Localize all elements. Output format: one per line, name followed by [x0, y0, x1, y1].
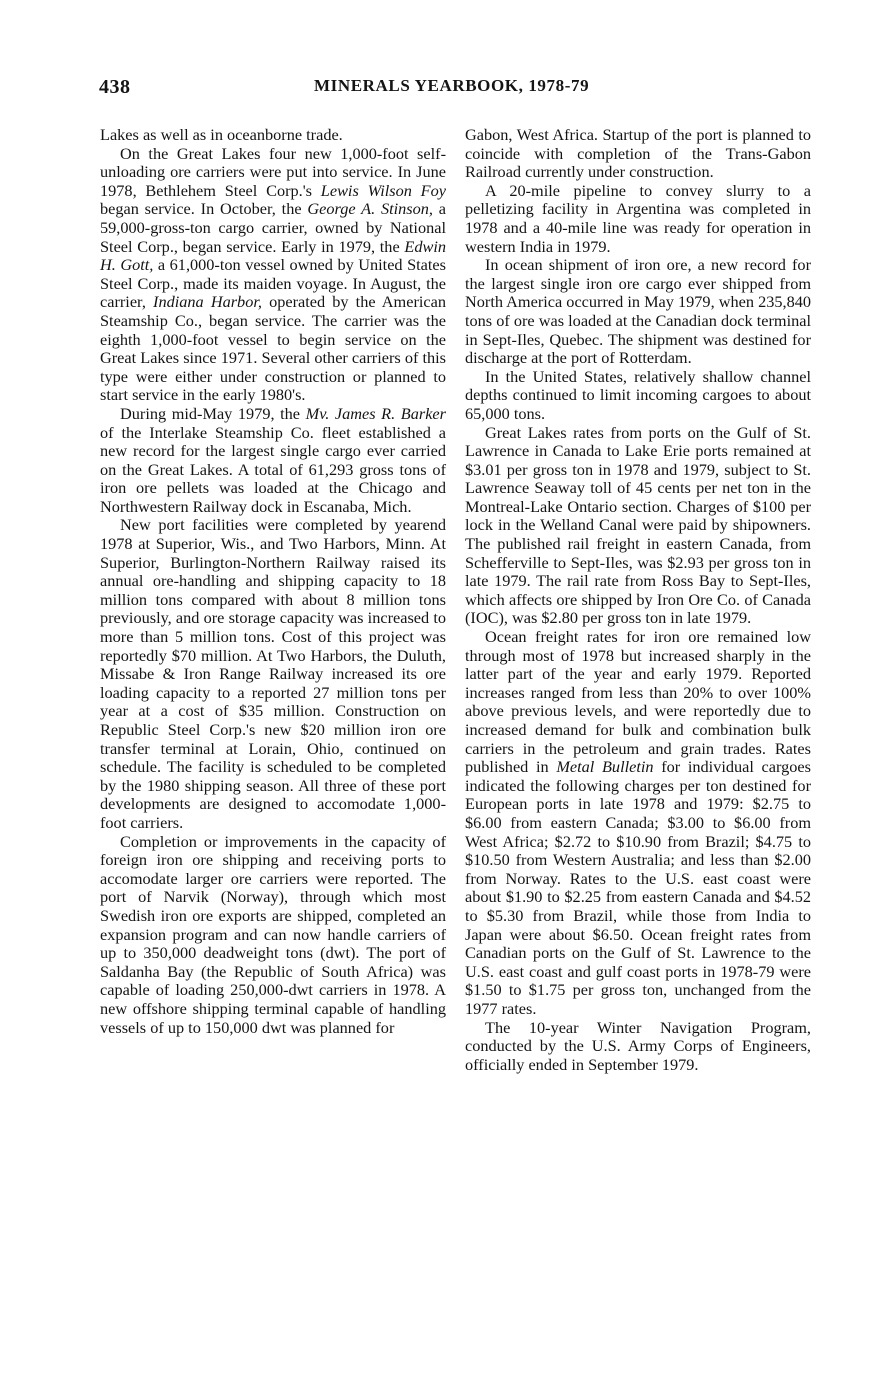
page-number: 438	[99, 76, 131, 98]
paragraph: Ocean freight rates for iron ore remained low through most of 1978 but increased sharply in the latter part of the year and early 1979. Reported increases ranged from less than 20% to over 100% above previous levels, and were reportedly due to increased demand for bulk and combination bulk carriers in the petroleum and grain trades. Rates published in Metal Bulletin for individual cargoes indicated the following charges per ton destined for European ports in late 1978 and 1979: $2.75 to $6.00 from eastern Canada; $3.00 to $6.00 from West Africa; $2.72 to $10.90 from Brazil; $4.75 to $10.50 from Western Australia; and less than $2.00 from Norway. Rates to the U.S. east coast were about $1.90 to $2.25 from eastern Canada and $4.52 to $5.30 from Brazil, while those from India to Japan were about $6.50. Ocean freight rates from Canadian ports on the Gulf of St. Lawrence to the U.S. east coast and gulf coast ports in 1978-79 were $1.50 to $1.75 per gross ton, unchanged from the 1977 rates.	[465, 627, 811, 1018]
paragraph: During mid-May 1979, the Mv. James R. Barker of the Interlake Steamship Co. fleet established a new record for the largest single cargo ever carried on the Great Lakes. A total of 61,293 gross tons of iron ore pellets was loaded at the Chicago and Northwestern Railway dock in Escanaba, Mich.	[100, 403, 446, 516]
vessel-name: Mv. James R. Barker	[305, 403, 446, 423]
vessel-name: Indiana Harbor,	[153, 292, 262, 312]
running-title: MINERALS YEARBOOK, 1978-79	[314, 76, 590, 95]
vessel-name: George A. Stinson,	[307, 199, 433, 219]
paragraph: On the Great Lakes four new 1,000-foot self-unloading ore carriers were put into service. In June 1978, Bethlehem Steel Corp.'s Lewis Wilson Foy began service. In October, the George A. Stinson, a 59,000-gross-ton cargo carrier, owned by National Steel Corp., began service. Early in 1979, the Edwin H. Gott, a 61,000-ton vessel owned by United States Steel Corp., made its maiden voyage. In August, the carrier, Indiana Harbor, operated by the American Steamship Co., began service. The carrier was the eighth 1,000-foot vessel to begin service on the Great Lakes since 1971. Several other carriers of this type were either under construction or planned to start service in the early 1980's.	[100, 143, 446, 405]
paragraph: In the United States, relatively shallow channel depths continued to limit incoming cargoes to about 65,000 tons.	[465, 366, 811, 423]
vessel-name: Edwin H. Gott,	[100, 236, 446, 275]
vessel-name: Lewis Wilson Foy	[320, 180, 446, 200]
paragraph: A 20-mile pipeline to convey slurry to a pelletizing facility in Argentina was completed in 1978 and a 40-mile line was ready for operation in western India in 1979.	[465, 180, 811, 256]
paragraph: In ocean shipment of iron ore, a new record for the largest single iron ore cargo ever shipped from North America occurred in May 1979, when 235,840 tons of ore was loaded at the Canadian dock terminal in Sept-Iles, Quebec. The shipment was destined for discharge at the port of Rotterdam.	[465, 255, 811, 368]
paragraph: New port facilities were completed by yearend 1978 at Superior, Wis., and Two Harbors, Minn. At Superior, Burlington-Northern Railway raised its annual ore-handling and shipping capacity to 18 million tons compared with about 8 million tons previously, and ore storage capacity was increased to more than 5 million tons. Cost of this project was reportedly $70 million. At Two Harbors, the Duluth, Missabe & Iron Range Railway increased its ore loading capacity to a reported 27 million tons per year at a cost of $35 million. Construction on Republic Steel Corp.'s new $20 million iron ore transfer terminal at Lorain, Ohio, continued on schedule. The facility is scheduled to be completed by the 1980 shipping season. All three of these port developments are designed to accomodate 1,000-foot carriers.	[100, 515, 446, 832]
page-header	[99, 76, 811, 106]
publication-name: Metal Bulletin	[556, 757, 654, 777]
right-column	[465, 126, 811, 1074]
paragraph: Completion or improvements in the capacity of foreign iron ore shipping and receiving ports to accomodate larger ore carriers were reported. The port of Narvik (Norway), through which most Swedish iron ore exports are shipped, completed an expansion program and can now handle carriers of up to 350,000 deadweight tons (dwt). The port of Saldanha Bay (the Republic of South Africa) was capable of loading 250,000-dwt carriers in 1978. A new offshore shipping terminal capable of handling vessels of up to 150,000 dwt was planned for	[100, 831, 446, 1037]
paragraph: Great Lakes rates from ports on the Gulf of St. Lawrence in Canada to Lake Erie ports remained at $3.01 per gross ton in 1978 and 1979, subject to St. Lawrence Seaway toll of 45 cents per net ton in the Montreal-Lake Ontario section. Charges of $100 per lock in the Welland Canal were paid by shipowners. The published rail freight in eastern Canada, from Schefferville to Sept-Iles, was $2.93 per gross ton in late 1979. The rail rate from Ross Bay to Sept-Iles, which affects ore shipped by Iron Ore Co. of Canada (IOC), was $2.80 per gross ton in late 1979.	[465, 422, 811, 628]
left-column	[100, 126, 446, 1037]
paragraph: Gabon, West Africa. Startup of the port is planned to coincide with completion of the Trans-Gabon Railroad currently under construction.	[465, 125, 811, 182]
paragraph: The 10-year Winter Navigation Program, conducted by the U.S. Army Corps of Engineers, officially ended in September 1979.	[465, 1017, 811, 1074]
paragraph: Lakes as well as in oceanborne trade.	[100, 125, 343, 144]
